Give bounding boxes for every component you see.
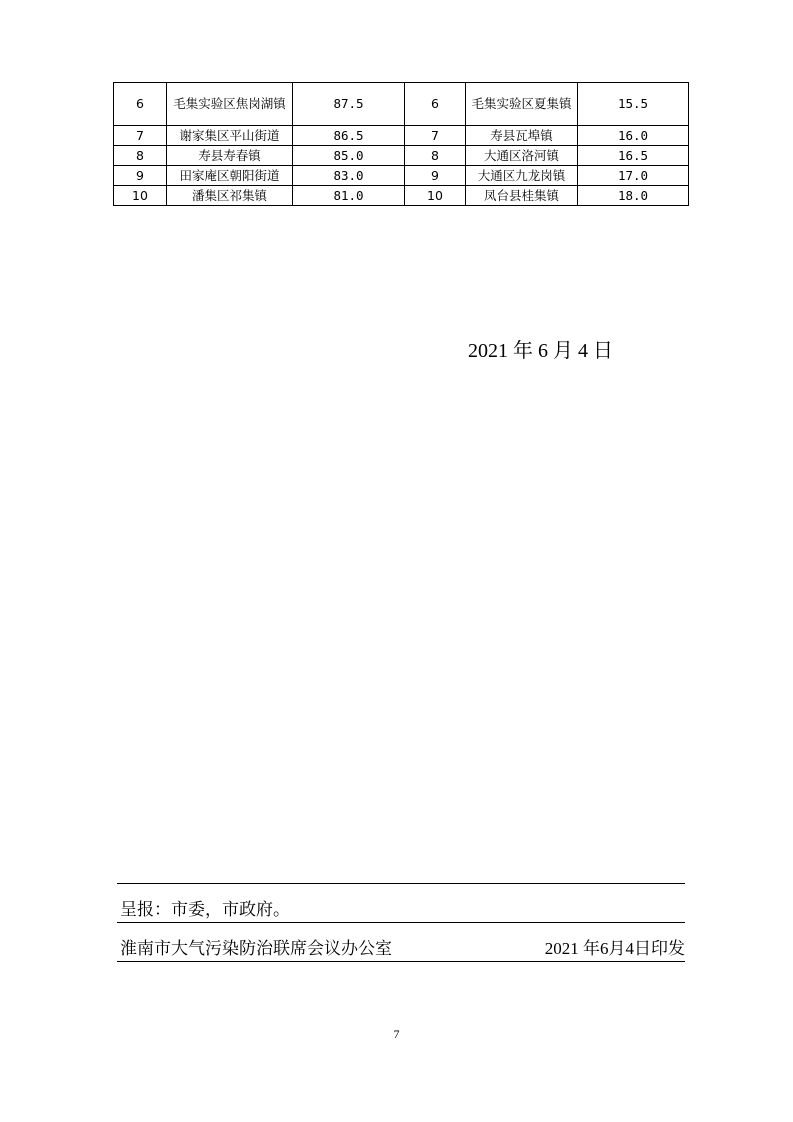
score-cell: 16.0: [578, 126, 689, 146]
rank-cell: 7: [114, 126, 167, 146]
issuer-name: 淮南市大气污染防治联席会议办公室: [120, 939, 392, 959]
town-name-cell: 毛集实验区焦岗湖镇: [167, 83, 293, 126]
rank-cell: 10: [405, 186, 466, 206]
ranking-table: [113, 82, 689, 206]
rank-cell: 9: [114, 166, 167, 186]
score-cell: 83.0: [293, 166, 405, 186]
footer-middle-rule: [117, 922, 685, 923]
town-name-cell: 谢家集区平山街道: [167, 126, 293, 146]
town-name-cell: 寿县瓦埠镇: [466, 126, 578, 146]
table-row: [114, 126, 689, 146]
score-cell: 86.5: [293, 126, 405, 146]
score-cell: 87.5: [293, 83, 405, 126]
footer-bottom-rule: [117, 961, 685, 962]
rank-cell: 6: [405, 83, 466, 126]
table-row: [114, 186, 689, 206]
town-name-cell: 大通区洛河镇: [466, 146, 578, 166]
table-row: [114, 146, 689, 166]
score-cell: 85.0: [293, 146, 405, 166]
table-row: [114, 166, 689, 186]
town-name-cell: 毛集实验区夏集镇: [466, 83, 578, 126]
rank-cell: 8: [405, 146, 466, 166]
score-cell: 17.0: [578, 166, 689, 186]
town-name-cell: 寿县寿春镇: [167, 146, 293, 166]
rank-cell: 7: [405, 126, 466, 146]
town-name-cell: 大通区九龙岗镇: [466, 166, 578, 186]
score-cell: 18.0: [578, 186, 689, 206]
footer-top-rule: [117, 883, 685, 884]
rank-cell: 8: [114, 146, 167, 166]
table-row: [114, 83, 689, 126]
rank-cell: 9: [405, 166, 466, 186]
town-name-cell: 田家庵区朝阳街道: [167, 166, 293, 186]
report-to-line: 呈报：市委，市政府。: [120, 900, 290, 920]
rank-cell: 6: [114, 83, 167, 126]
score-cell: 16.5: [578, 146, 689, 166]
signature-date: 2021 年 6 月 4 日: [468, 340, 613, 362]
rank-cell: 10: [114, 186, 167, 206]
town-name-cell: 潘集区祁集镇: [167, 186, 293, 206]
score-cell: 81.0: [293, 186, 405, 206]
town-name-cell: 凤台县桂集镇: [466, 186, 578, 206]
issue-date: 2021 年6月4日印发: [544, 939, 685, 958]
score-cell: 15.5: [578, 83, 689, 126]
page-number: 7: [393, 1027, 400, 1041]
